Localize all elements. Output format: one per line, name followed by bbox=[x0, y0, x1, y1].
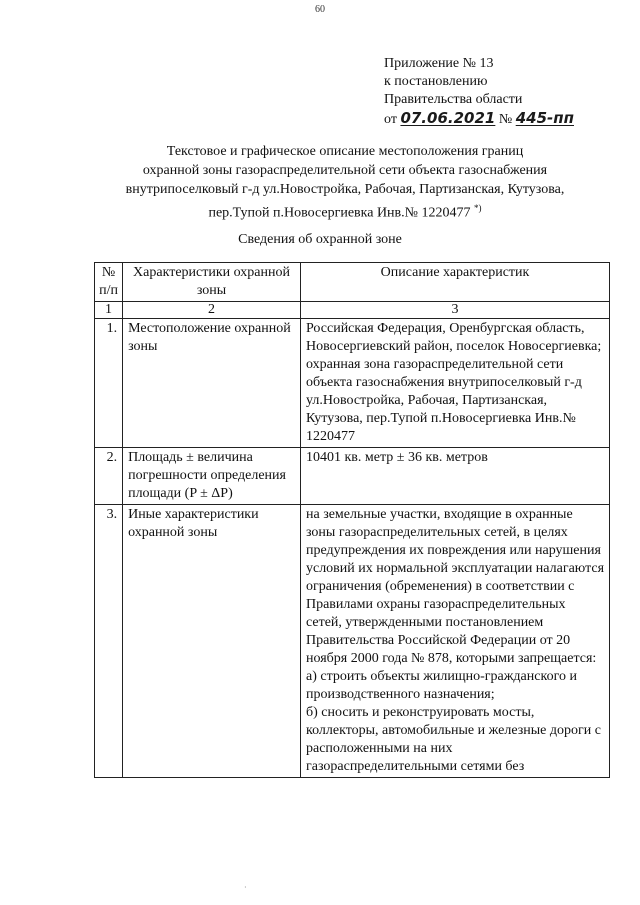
row-number: 2. bbox=[95, 448, 123, 505]
number-sign: № bbox=[498, 112, 513, 127]
title-line-3: внутрипоселковый г-д ул.Новостройка, Рабочая, Партизанская, Кутузова, bbox=[125, 182, 565, 197]
footnote-mark: *) bbox=[474, 203, 482, 213]
row-number: 3. bbox=[95, 505, 123, 778]
index-cell-1: 1 bbox=[95, 302, 123, 319]
scan-speck: · bbox=[244, 883, 247, 892]
row-description bbox=[300, 505, 609, 778]
handwritten-date: 07.06.2021 bbox=[400, 109, 496, 127]
title-line-4-text: пер.Тупой п.Новосергиевка Инв.№ 1220477 bbox=[208, 205, 471, 221]
table-row bbox=[95, 505, 610, 778]
title-line-1: Текстовое и графическое описание местоположения границ bbox=[166, 144, 524, 159]
restriction-item-a: а) строить объекты жилищно-гражданского и производственного назначения; bbox=[305, 669, 577, 702]
row-characteristic: Площадь ± величина погрешности определения площади (P ± ΔP) bbox=[123, 448, 301, 505]
row-characteristic: Иные характеристики охранной зоны bbox=[123, 505, 301, 778]
header-number: № п/п bbox=[95, 263, 123, 302]
table-header-row bbox=[95, 263, 610, 302]
row-number: 1. bbox=[95, 319, 123, 448]
zone-info-table bbox=[94, 262, 610, 778]
index-cell-2: 2 bbox=[123, 302, 301, 319]
index-cell-3: 3 bbox=[300, 302, 609, 319]
appendix-title: Приложение № 13 bbox=[384, 56, 494, 71]
title-line-2: охранной зоны газораспределительной сети объекта газоснабжения bbox=[142, 163, 548, 178]
appendix-government: Правительства области bbox=[384, 92, 523, 107]
date-prefix: от bbox=[384, 112, 397, 127]
table-row bbox=[95, 448, 610, 505]
table-index-row bbox=[95, 302, 610, 319]
appendix-date-line bbox=[384, 109, 574, 129]
header-description: Описание характеристик bbox=[300, 263, 609, 302]
restriction-item-b: б) сносить и реконструировать мосты, коллекторы, автомобильные и железные дороги с расположенными на них газораспределительными сетями без bbox=[305, 705, 601, 774]
handwritten-number: 445-пп bbox=[515, 109, 574, 127]
appendix-to-resolution: к постановлению bbox=[384, 74, 488, 89]
table-row bbox=[95, 319, 610, 448]
appendix-block bbox=[384, 55, 574, 129]
row-characteristic: Местоположение охранной зоны bbox=[123, 319, 301, 448]
document-title bbox=[60, 142, 630, 223]
header-characteristic: Характеристики охранной зоны bbox=[123, 263, 301, 302]
page-number: 60 bbox=[315, 4, 325, 15]
restrictions-text: на земельные участки, входящие в охранные зоны газораспределительных сетей, в целях предупреждения их повреждения или нарушения условий их нормальной эксплуатации налагаются ограничения (обременения) в соответствии с Правилами охраны газораспределительных сетей, утвержденными постановлением Правительства Российской Федерации от 20 ноября 2000 года № 878, которыми запрещается: bbox=[305, 507, 605, 666]
row-description: 10401 кв. метр ± 36 кв. метров bbox=[300, 448, 609, 505]
title-line-4 bbox=[60, 199, 630, 223]
section-subtitle: Сведения об охранной зоне bbox=[238, 232, 402, 247]
row-description: Российская Федерация, Оренбургская область, Новосергиевский район, поселок Новосергиевка; охранная зона газораспределительной сети объекта газоснабжения внутрипоселковый г-д ул.Новостройка, Рабочая, Партизанская, Кутузова, пер.Тупой п.Новосергиевка Инв.№ 1220477 bbox=[300, 319, 609, 448]
